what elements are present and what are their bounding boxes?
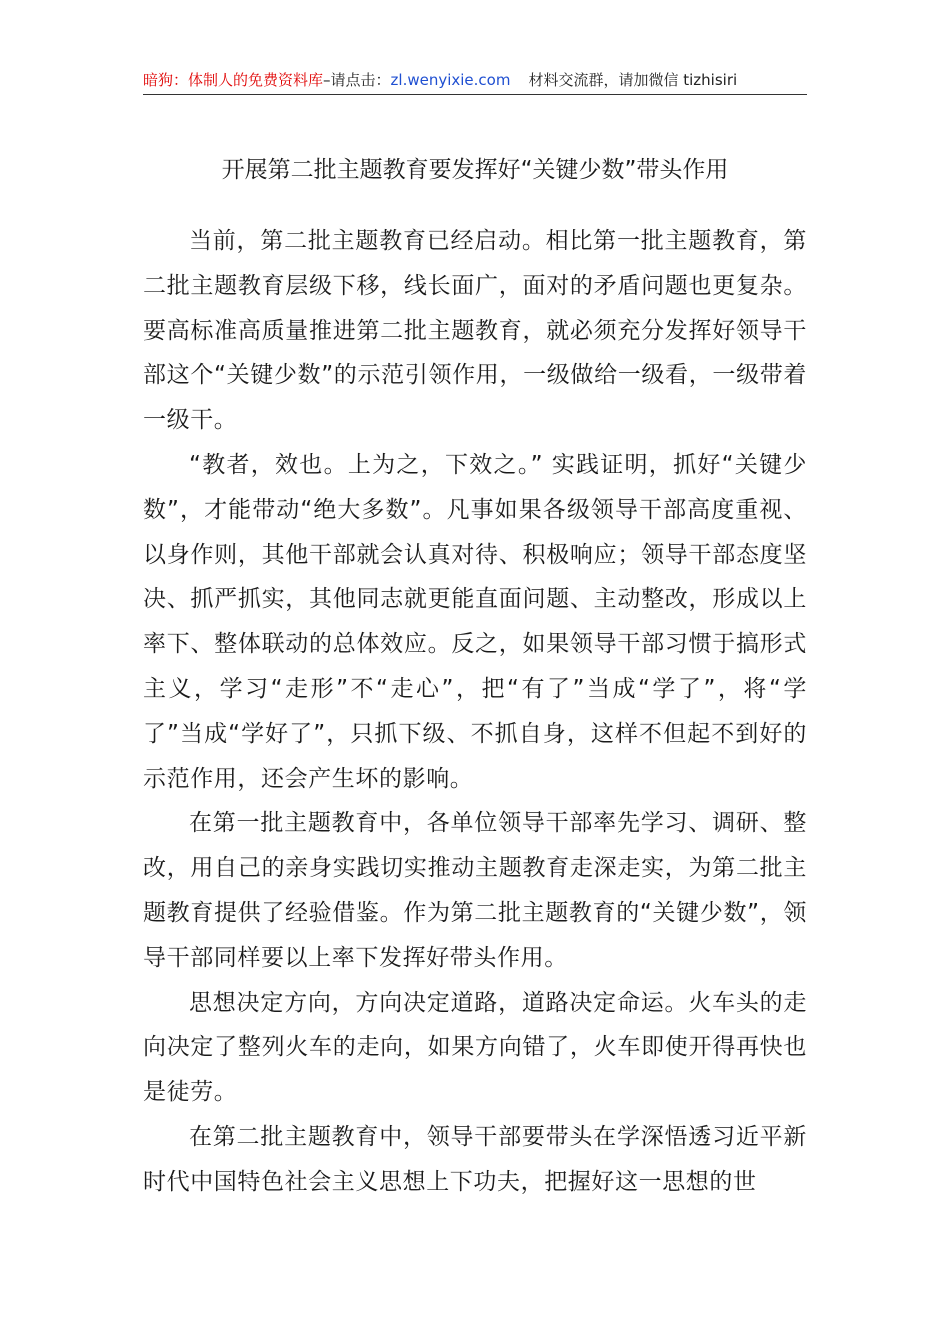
paragraph-5: 在第二批主题教育中，领导干部要带头在学深悟透习近平新时代中国特色社会主义思想上下功夫，把握好这一思想的世 [143,1123,807,1195]
paragraph-4: 思想决定方向，方向决定道路，道路决定命运。火车头的走向决定了整列火车的走向，如果方向错了，火车即使开得再快也是徒劳。 [143,989,807,1106]
document-title: 开展第二批主题教育要发挥好“关键少数”带头作用 [221,157,729,183]
document-body [143,219,807,1205]
link-prompt: –请点击： [323,71,391,89]
paragraph-2: “教者，效也。上为之，下效之。” 实践证明，抓好“关键少数”，才能带动“绝大多数”。凡事如果各级领导干部高度重视、以身作则，其他干部就会认真对待、积极响应；领导干部态度坚决、抓严抓实，其他同志就更能直面问题、主动整改，形成以上率下、整体联动的总体效应。反之，如果领导干部习惯于搞形式主义，学习“走形”不“走心”，把“有了”当成“学了”，将“学了”当成“学好了”，只抓下级、不抓自身，这样不但起不到好的示范作用，还会产生坏的影响。 [143,451,807,792]
page-header [143,66,807,95]
paragraph-3: 在第一批主题教育中，各单位领导干部率先学习、调研、整改，用自己的亲身实践切实推动主题教育走深走实，为第二批主题教育提供了经验借鉴。作为第二批主题教育的“关键少数”，领导干部同样要以上率下发挥好带头作用。 [143,810,807,971]
wechat-note: 材料交流群，请加微信 tizhisiri [528,71,738,89]
site-name: 暗狗：体制人的免费资料库 [143,71,324,89]
site-url-link[interactable]: zl.wenyixie.com [390,71,511,89]
paragraph-1: 当前，第二批主题教育已经启动。相比第一批主题教育，第二批主题教育层级下移，线长面广，面对的矛盾问题也更复杂。要高标准高质量推进第二批主题教育，就必须充分发挥好领导干部这个“关键少数”的示范引领作用，一级做给一级看，一级带着一级干。 [143,228,807,434]
